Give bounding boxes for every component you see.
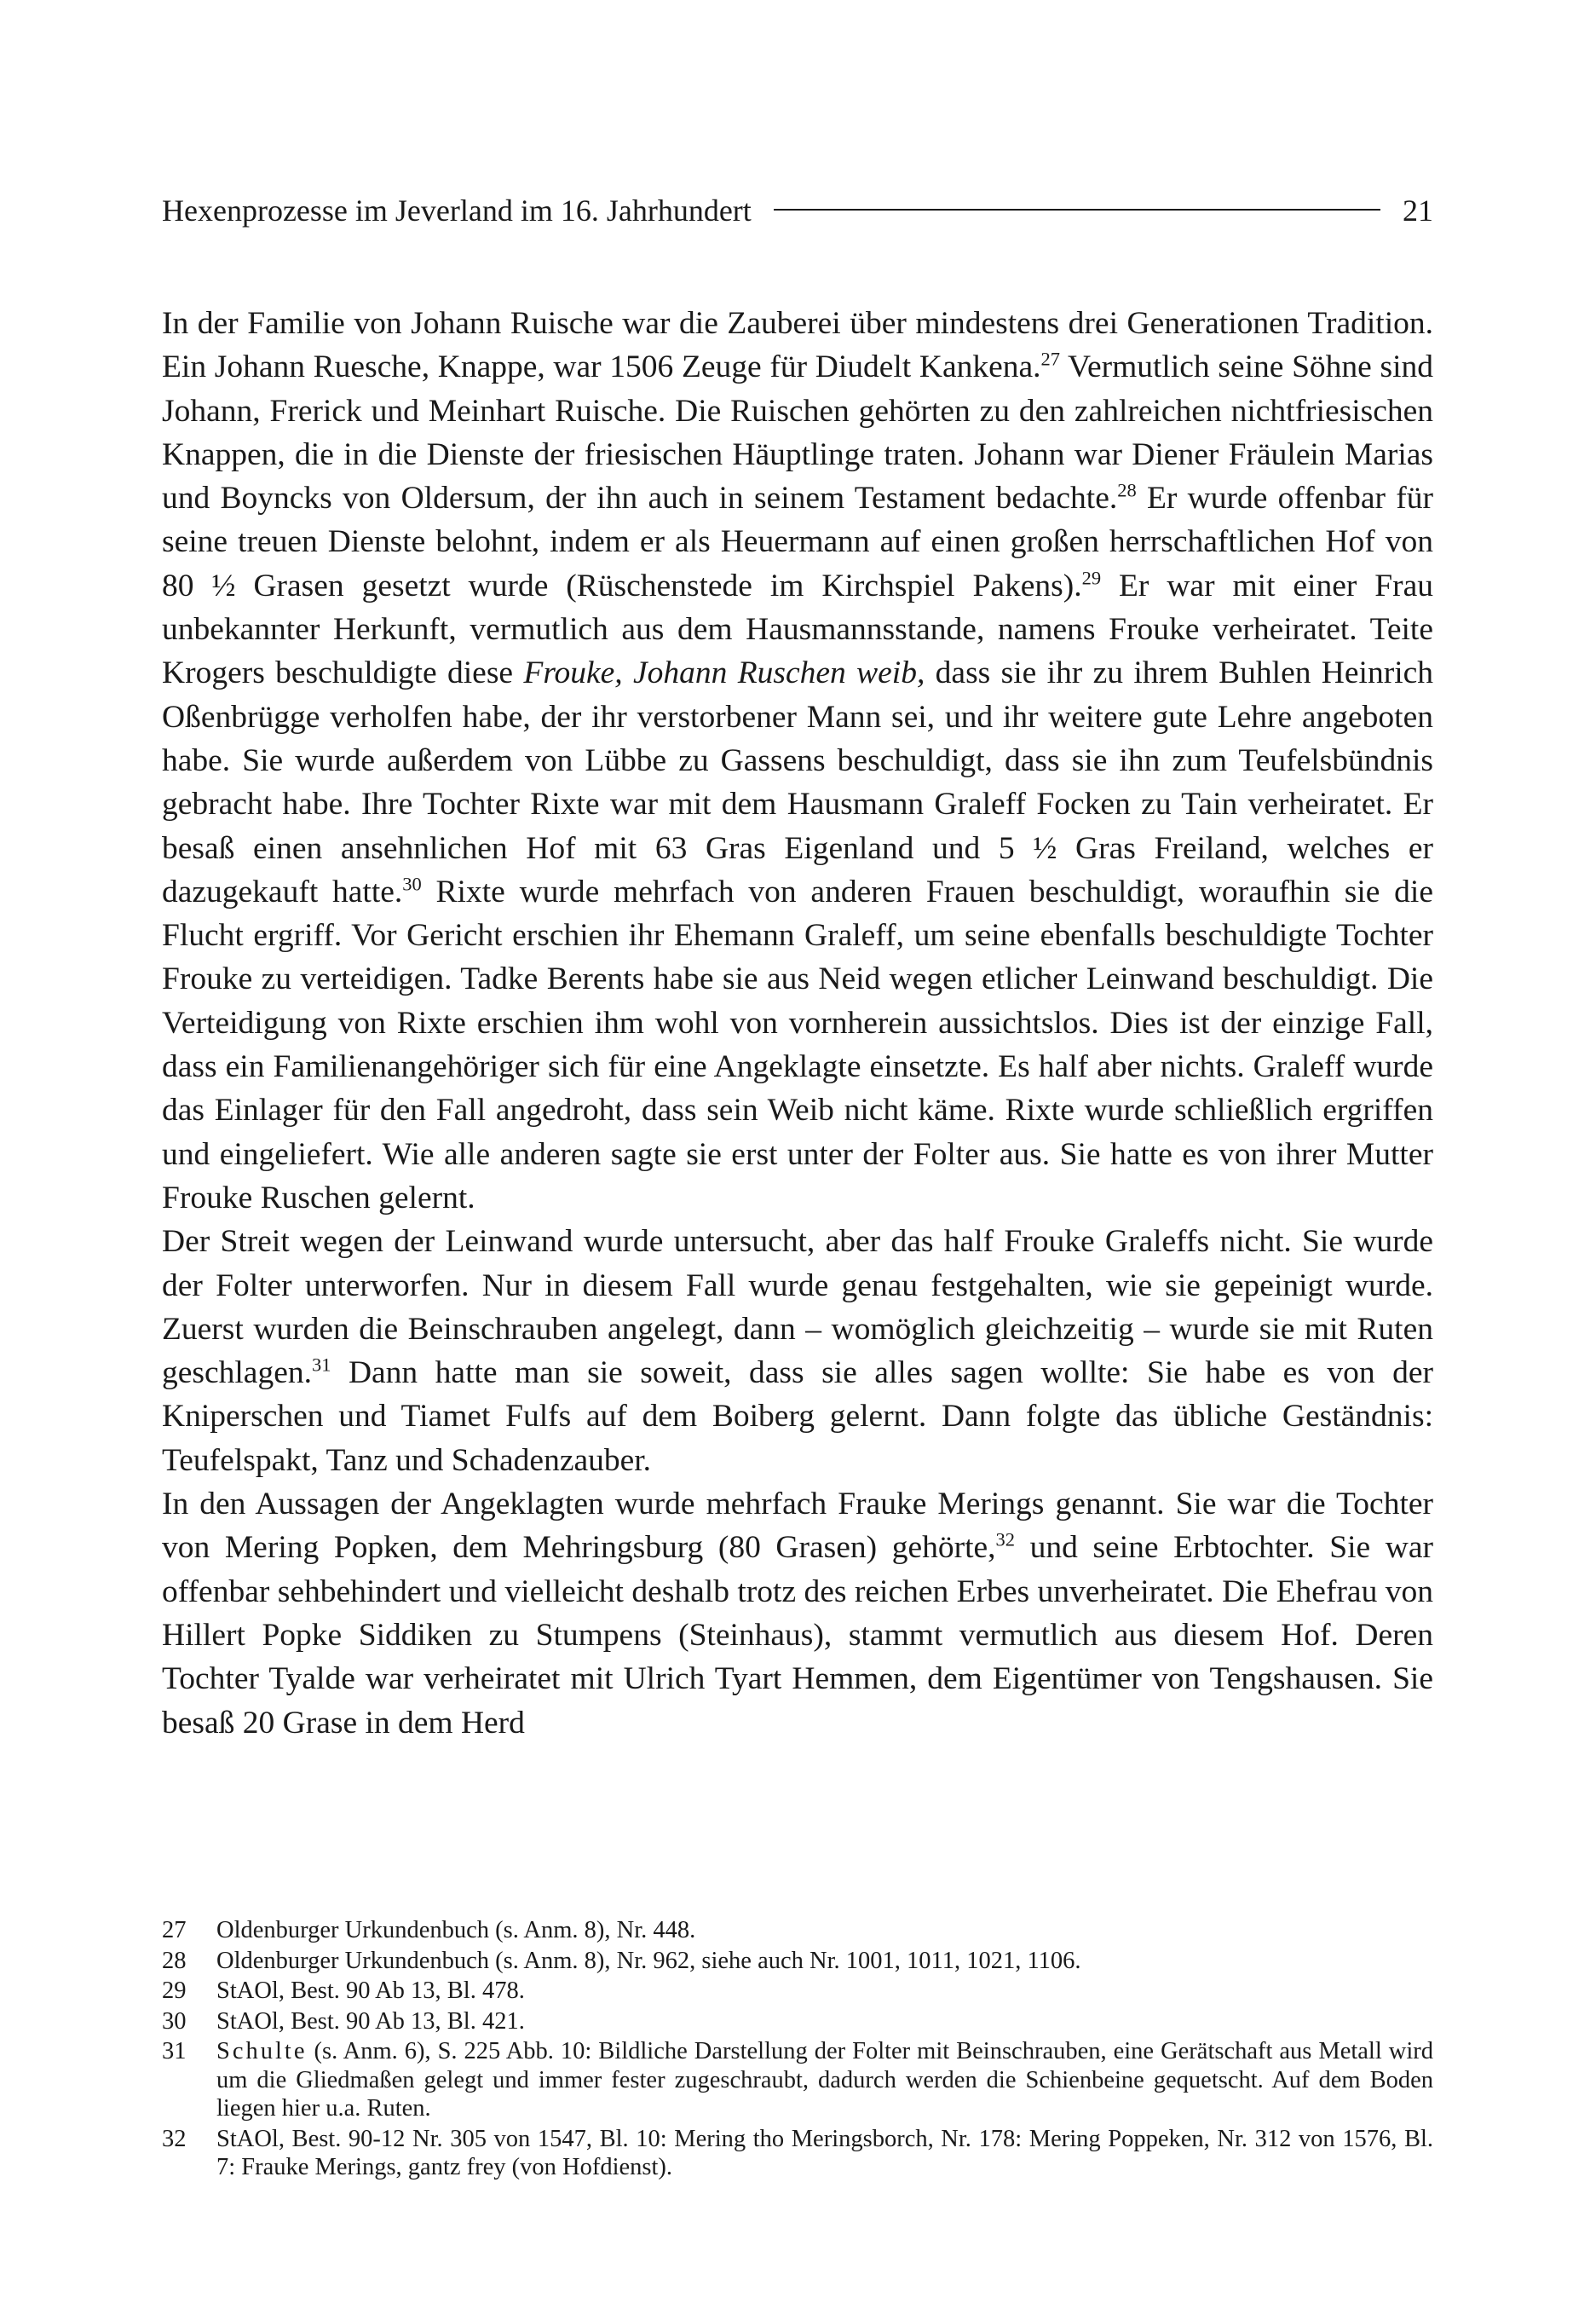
footnote-ref-32: 32 <box>995 1528 1016 1550</box>
footnote-29 <box>162 1977 1433 2006</box>
footnote-text: Oldenburger Urkundenbuch (s. Anm. 8), Nr. 962, siehe auch Nr. 1001, 1011, 1021, 1106. <box>216 1947 1081 1974</box>
text-run: Vermutlich seine Söhne sind Johann, Frerick und Meinhart Ruische. Die Ruischen gehörten zu den zahlreichen nichtfriesischen Knappen, die in die Dienste der friesischen Häuptlinge traten. Johann war Diener Fräulein Marias und Boyncks von Oldersum, der ihn auch in seinem Testament bedachte. <box>162 349 1434 517</box>
footnote-text: Oldenburger Urkundenbuch (s. Anm. 8), Nr. 448. <box>216 1917 696 1943</box>
footnote-32 <box>162 2125 1433 2182</box>
text-run: Er wurde offenbar für seine treuen Dienste belohnt, indem er als Heuermann auf einen großen herrschaftlichen Hof von 80 ½ Grasen gesetzt wurde (Rüschenstede im Kirchspiel Pakens). <box>162 481 1433 603</box>
footnote-text: StAOl, Best. 90-12 Nr. 305 von 1547, Bl. 10: Mering tho Meringsborch, Nr. 178: Mering Poppeken, Nr. 312 von 1576, Bl. 7: Frauke Merings, gantz frey (von Hofdienst). <box>216 2125 1433 2180</box>
footnote-31 <box>162 2037 1433 2123</box>
text-run: Er war mit einer Frau unbekannter Herkunft, vermutlich aus dem Hausmannsstande, namens Frouke verheiratet. Teite Krogers beschuldigte diese <box>162 568 1434 691</box>
footnote-ref-30: 30 <box>402 873 422 895</box>
text-run: und seine Erbtochter. Sie war offenbar sehbehindert und vielleicht deshalb trotz des reichen Erbes unverheiratet. Die Ehefrau von Hillert Popke Siddiken zu Stumpens (Steinhaus), stammt vermutlich aus diesem Hof. Deren Tochter Tyalde war verheiratet mit Ulrich Tyart Hemmen, dem Eigentümer von Tengshausen. Sie besaß 20 Grase in dem Herd <box>162 1530 1433 1741</box>
header-rule <box>774 209 1380 211</box>
footnote-ref-28: 28 <box>1117 479 1137 501</box>
footnote-ref-27: 27 <box>1040 348 1061 370</box>
footnote-number: 30 <box>162 2007 187 2035</box>
footnote-number: 28 <box>162 1947 187 1974</box>
text-run: In der Familie von Johann Ruische war die Zauberei über mindestens drei Generationen Tradition. Ein Johann Ruesche, Knappe, war 1506 Zeuge für Diudelt Kankena. <box>162 306 1433 385</box>
text-run: dass sie ihr zu ihrem Buhlen Heinrich Oßenbrügge verholfen habe, der ihr verstorbener Mann sei, und ihr weitere gute Lehre angeboten habe. Sie wurde außerdem von Lübbe zu Gassens beschuldigt, dass sie ihn zum Teufelsbündnis gebracht habe. Ihre Tochter Rixte war mit dem Hausmann Graleff Focken zu Tain verheiratet. Er besaß einen ansehnlichen Hof mit 63 Gras Eigenland und 5 ½ Gras Freiland, welches er dazugekauft hatte. <box>162 655 1434 909</box>
footnote-number: 29 <box>162 1977 187 2004</box>
running-head <box>162 193 1433 228</box>
text-run: In den Aussagen der Angeklagten wurde mehrfach Frauke Merings genannt. Sie war die Tochter von Mering Popken, dem Mehringsburg (80 Grasen) gehörte, <box>162 1487 1433 1566</box>
page-number: 21 <box>1403 193 1433 228</box>
footnotes <box>162 1916 1433 2184</box>
footnote-ref-29: 29 <box>1081 567 1102 589</box>
running-title: Hexenprozesse im Jeverland im 16. Jahrhundert <box>162 193 752 228</box>
footnote-body: (s. Anm. 6), S. 225 Abb. 10: Bildliche Darstellung der Folter mit Beinschrauben, eine Gerätschaft aus Metall wird um die Gliedmaßen gelegt und immer fester zugeschraubt, dadurch werden die Schienbeine gequetscht. Auf dem Boden liegen hier u.a. Ruten. <box>216 2038 1433 2122</box>
paragraph-2 <box>162 1220 1433 1482</box>
text-run: Rixte wurde mehrfach von anderen Frauen beschuldigt, woraufhin sie die Flucht ergriff. Vor Gericht erschien ihr Ehemann Graleff, um seine ebenfalls beschuldigte Tochter Frouke zu verteidigen. Tadke Berents habe sie aus Neid wegen etlicher Leinwand beschuldigt. Die Verteidigung von Rixte erschien ihm wohl von vornherein aussichtslos. Dies ist der einzige Fall, dass ein Familienangehöriger sich für eine Angeklagte einsetzte. Es half aber nichts. Graleff wurde das Einlager für den Fall angedroht, dass sein Weib nicht käme. Rixte wurde schließlich ergriffen und eingeliefert. Wie alle anderen sagte sie erst unter der Folter aus. Sie hatte es von ihrer Mutter Frouke Ruschen gelernt. <box>162 874 1433 1215</box>
footnote-27 <box>162 1916 1433 1945</box>
footnote-number: 27 <box>162 1917 187 1943</box>
italic-quote: Frouke, Johann Ruschen weib, <box>523 655 925 691</box>
paragraph-1 <box>162 302 1433 1220</box>
footnote-number: 31 <box>162 2038 187 2064</box>
text-run: Der Streit wegen der Leinwand wurde untersucht, aber das half Frouke Graleffs nicht. Sie wurde der Folter unterworfen. Nur in diesem Fall wurde genau festgehalten, wie sie gepeinigt wurde. Zuerst wurden die Beinschrauben angelegt, dann – womöglich gleichzeitig – wurde sie mit Ruten geschlagen. <box>162 1224 1433 1391</box>
footnote-30 <box>162 2007 1433 2036</box>
main-text <box>162 302 1433 1745</box>
footnote-text <box>216 2037 1433 2123</box>
paragraph-3 <box>162 1482 1433 1745</box>
footnote-text: StAOl, Best. 90 Ab 13, Bl. 478. <box>216 1977 525 2004</box>
footnote-text: StAOl, Best. 90 Ab 13, Bl. 421. <box>216 2007 525 2035</box>
text-run: Dann hatte man sie soweit, dass sie alles sagen wollte: Sie habe es von der Kniperschen und Tiamet Fulfs auf dem Boiberg gelernt. Dann folgte das übliche Geständnis: Teufelspakt, Tanz und Schadenzauber. <box>162 1355 1433 1478</box>
footnote-28 <box>162 1947 1433 1976</box>
author-name: Schulte <box>216 2038 308 2064</box>
footnote-ref-31: 31 <box>311 1354 331 1376</box>
footnote-number: 32 <box>162 2125 187 2152</box>
